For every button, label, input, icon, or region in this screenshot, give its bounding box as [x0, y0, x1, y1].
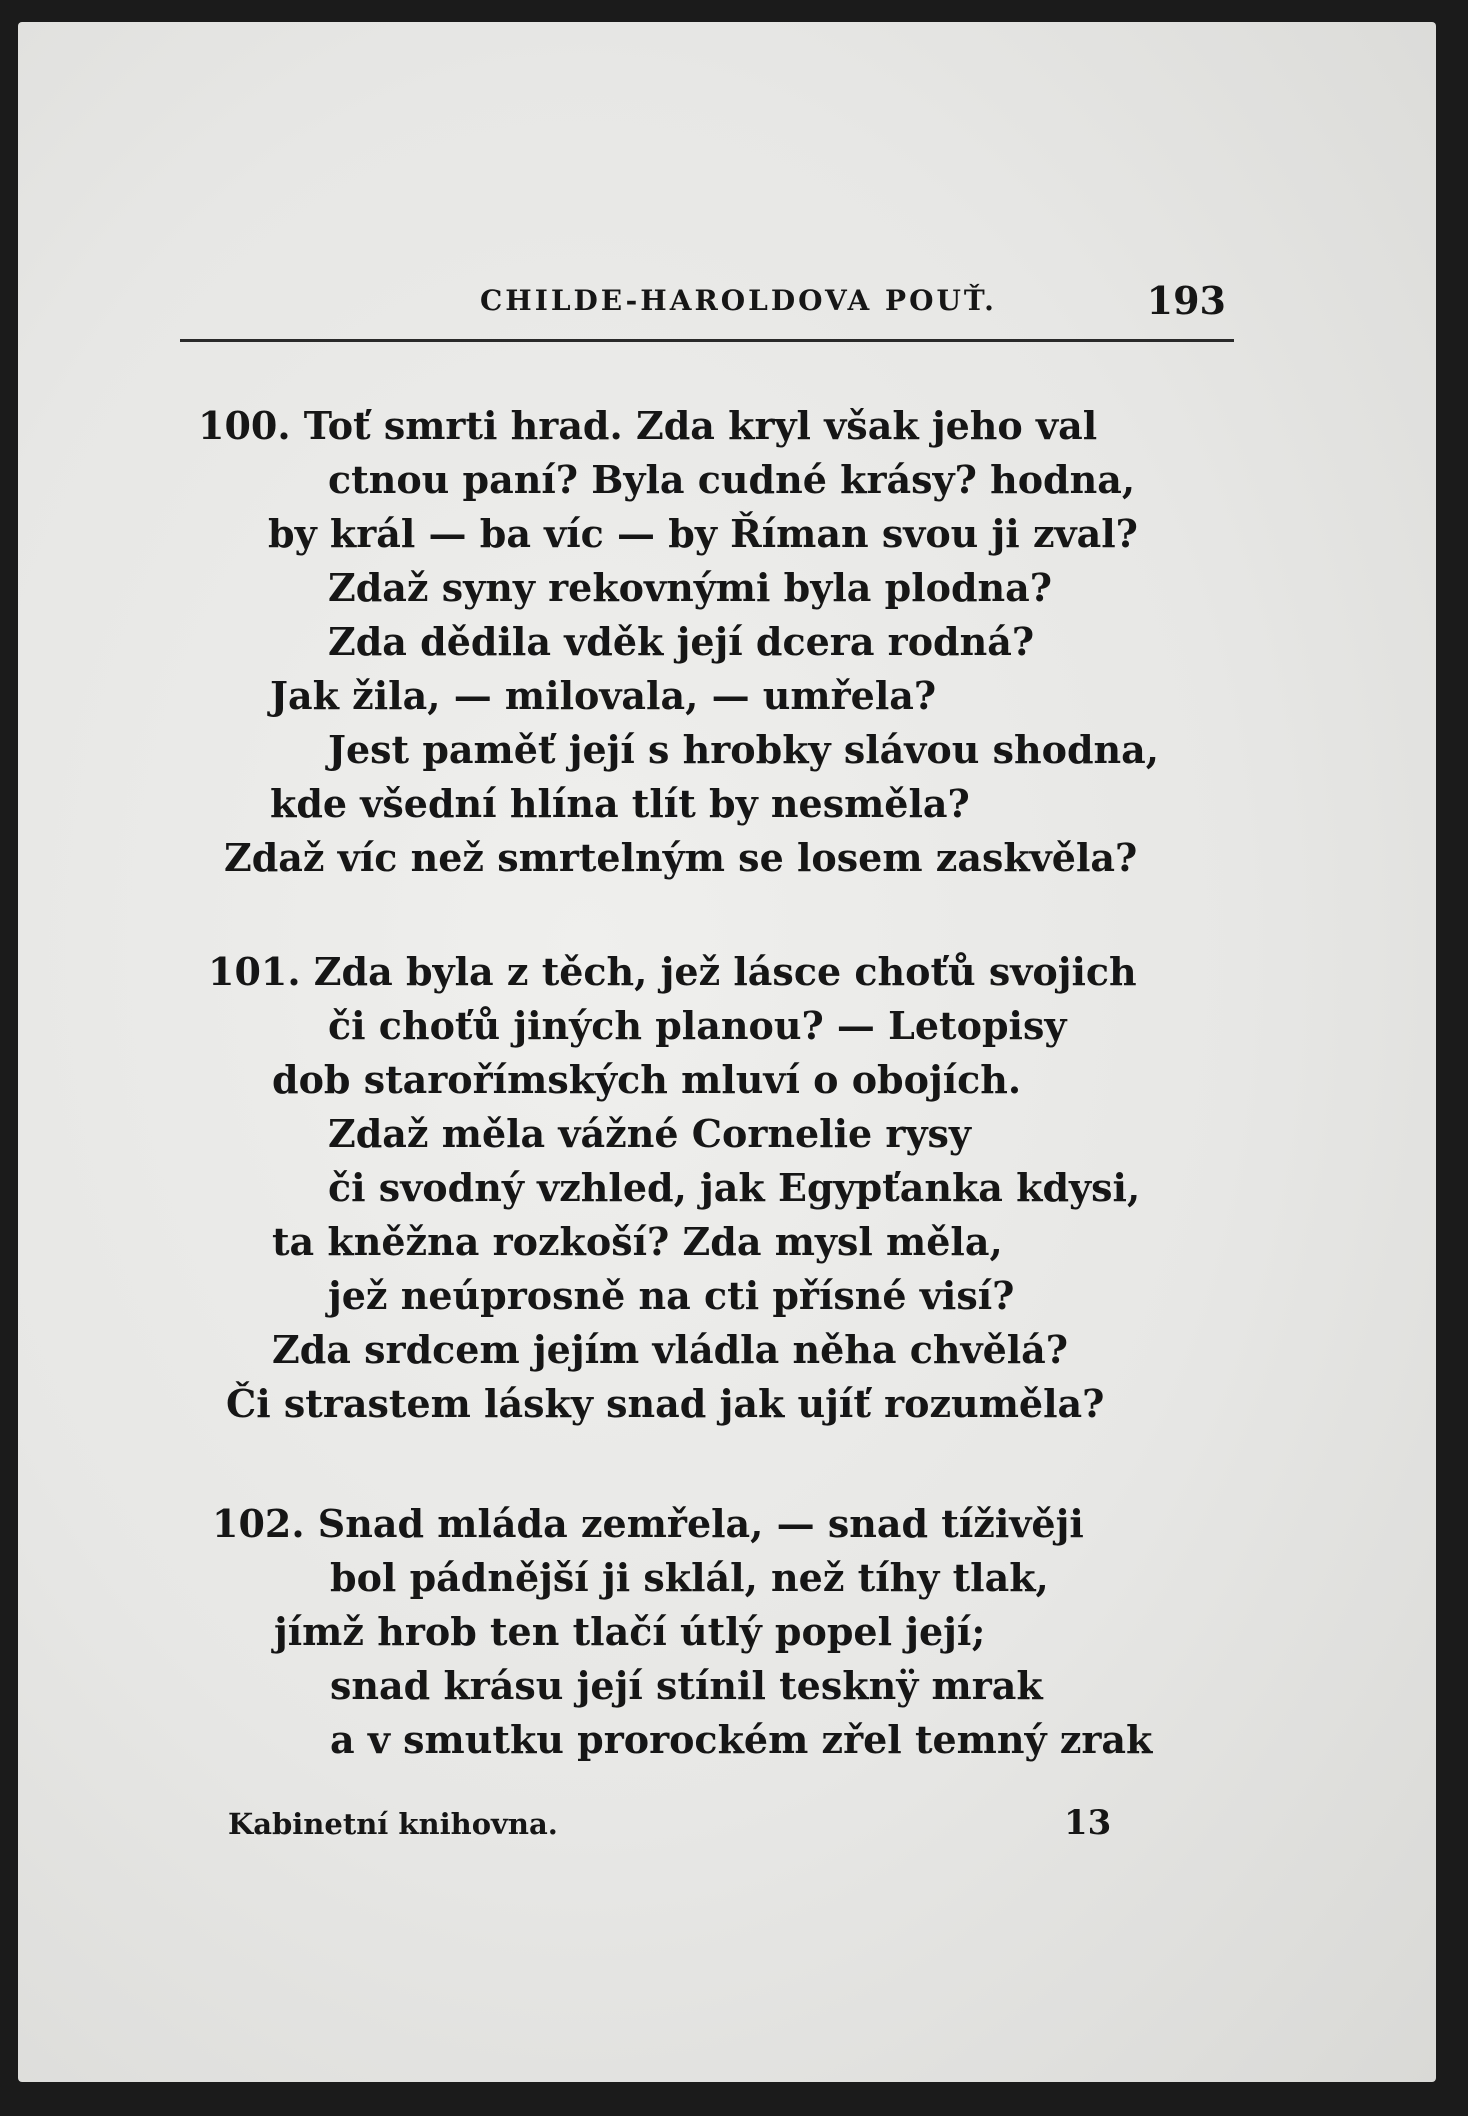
verse-line: 100. Toť smrti hrad. Zda kryl však jeho val [198, 403, 1098, 448]
verse-line: jímž hrob ten tlačí útlý popel její; [274, 1609, 986, 1654]
verse-line: Jest paměť její s hrobky slávou shodna, [328, 727, 1160, 772]
verse-line: Zdaž víc než smrtelným se losem zaskvěla? [224, 835, 1138, 880]
verse-line: ta kněžna rozkoší? Zda mysl měla, [272, 1219, 1003, 1264]
verse-line: Zda dědila vděk její dcera rodná? [328, 619, 1035, 664]
verse-line: Zdaž měla vážné Cornelie rysy [328, 1111, 971, 1156]
verse-line: Zdaž syny rekovnými byla plodna? [328, 565, 1053, 610]
book-page [18, 22, 1436, 2082]
verse-line: Či strastem lásky snad jak ujíť rozuměla? [226, 1381, 1105, 1426]
running-title: CHILDE-HAROLDOVA POUŤ. [480, 284, 997, 317]
page-number: 193 [1146, 278, 1226, 323]
verse-line: snad krásu její stínil tesknÿ mrak [330, 1663, 1043, 1708]
page-header [180, 278, 1234, 334]
sheet-number: 13 [1064, 1803, 1112, 1843]
verse-line: Jak žila, — milovala, — umřela? [270, 673, 937, 718]
verse-line: by král — ba víc — by Říman svou ji zval? [268, 511, 1138, 556]
verse-line: dob starořímských mluví o obojích. [272, 1057, 1022, 1102]
verse-line: Zda srdcem jejím vládla něha chvělá? [272, 1327, 1069, 1372]
signature-mark: Kabinetní knihovna. [228, 1807, 558, 1841]
verse-line: bol pádnější ji sklál, než tíhy tlak, [330, 1555, 1049, 1600]
verse-line: ctnou paní? Byla cudné krásy? hodna, [328, 457, 1136, 502]
verse-line: a v smutku prorockém zřel temný zrak [330, 1717, 1153, 1762]
verse-line: 102. Snad mláda zemřela, — snad tíživěji [212, 1501, 1084, 1546]
verse-line: či choťů jiných planou? — Letopisy [328, 1003, 1067, 1048]
verse-line: kde všední hlína tlít by nesměla? [270, 781, 970, 826]
verse-line: 101. Zda byla z těch, jež lásce choťů svojich [208, 949, 1137, 994]
verse-line: či svodný vzhled, jak Egypťanka kdysi, [328, 1165, 1141, 1210]
verse-line: jež neúprosně na cti přísné visí? [328, 1273, 1015, 1318]
header-rule [180, 339, 1234, 342]
